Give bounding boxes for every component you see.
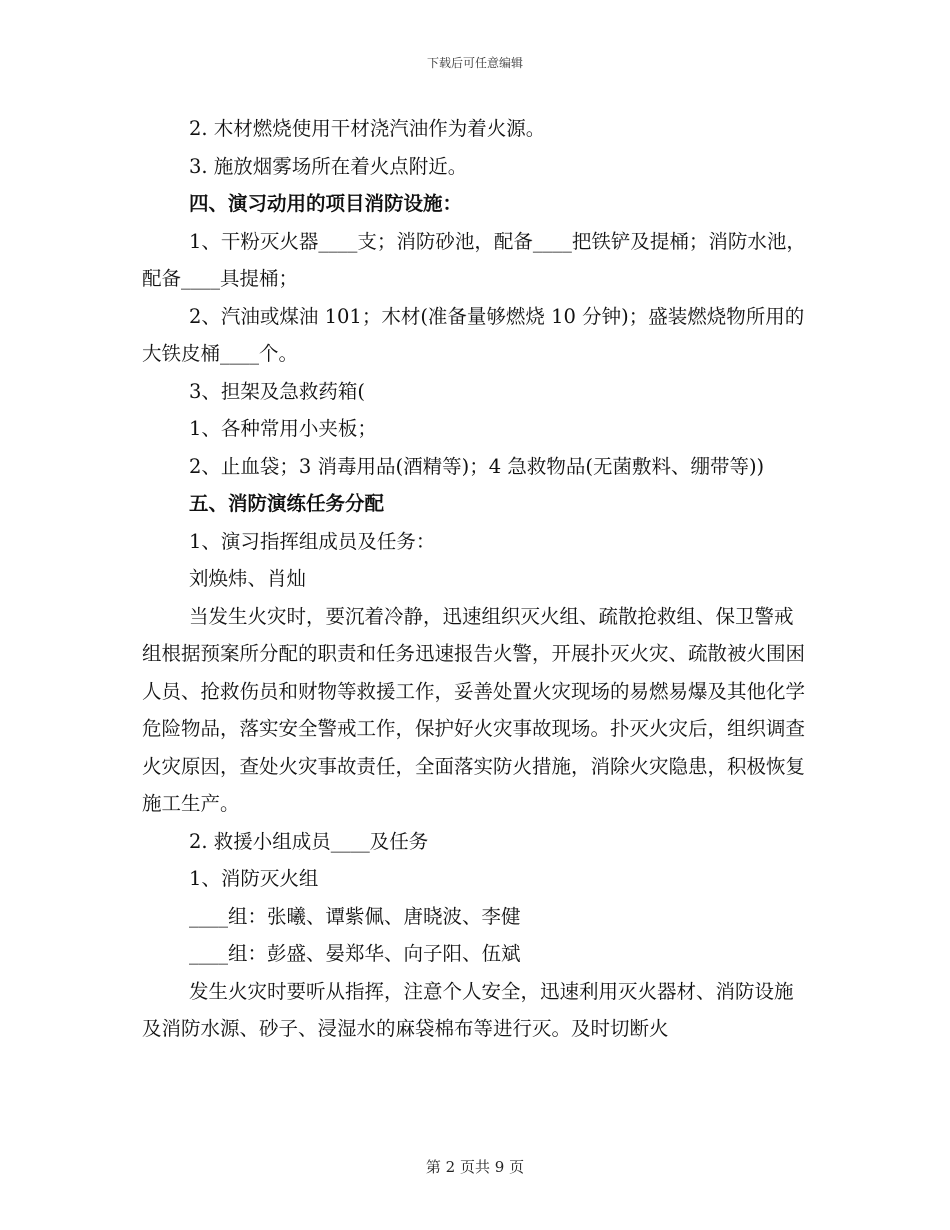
paragraph: 1、消防灭火组 xyxy=(189,867,319,890)
paragraph: 2、汽油或煤油 101；木材(准备量够燃烧 10 分钟)；盛装燃烧物所用的大铁皮桶____个。 xyxy=(142,304,805,365)
paragraph: 1、干粉灭火器____支；消防砂池，配备____把铁铲及提桶；消防水池，配备____具提桶； xyxy=(142,229,806,290)
paragraph: 2. 木材燃烧使用干材浇汽油作为着火源。 xyxy=(189,117,546,140)
section-heading: 四、演习动用的项目消防设施： xyxy=(189,192,463,215)
paragraph: 刘焕炜、肖灿 xyxy=(189,567,307,590)
paragraph: 当发生火灾时，要沉着冷静，迅速组织灭火组、疏散抢救组、保卫警戒组根据预案所分配的职责和任务迅速报告火警，开展扑灭火灾、疏散被火围困人员、抢救伤员和财物等救援工作，妥善处置火灾现场的易燃易爆及其他化学危险物品，落实安全警戒工作，保护好火灾事故现场。扑灭火灾后，组织调查火灾原因，查处火灾事故责任，全面落实防火措施，消除火灾隐患，积极恢复施工生产。 xyxy=(142,604,806,815)
section-heading: 五、消防演练任务分配 xyxy=(189,492,385,515)
page-header: 下载后可任意编辑 xyxy=(426,56,523,70)
paragraph: 发生火灾时要听从指挥，注意个人安全，迅速利用灭火器材、消防设施及消防水源、砂子、浸湿水的麻袋棉布等进行灭。及时切断火 xyxy=(142,979,794,1040)
paragraph: 2、止血袋；3 消毒用品(酒精等)；4 急救物品(无菌敷料、绷带等)) xyxy=(189,454,765,478)
paragraph: ____组：张曦、谭紫佩、唐晓波、李健 xyxy=(189,904,521,928)
paragraph: ____组：彭盛、晏郑华、向子阳、伍斌 xyxy=(189,942,521,965)
paragraph: 1、演习指挥组成员及任务： xyxy=(189,529,436,553)
paragraph: 1、各种常用小夹板； xyxy=(189,417,377,440)
page-footer: 第 2 页共 9 页 xyxy=(425,1158,525,1176)
paragraph: 2. 救援小组成员____及任务 xyxy=(189,829,429,853)
paragraph: 3、担架及急救药箱( xyxy=(189,379,366,403)
paragraph: 3. 施放烟雾场所在着火点附近。 xyxy=(189,154,468,178)
document-body xyxy=(142,110,810,1048)
